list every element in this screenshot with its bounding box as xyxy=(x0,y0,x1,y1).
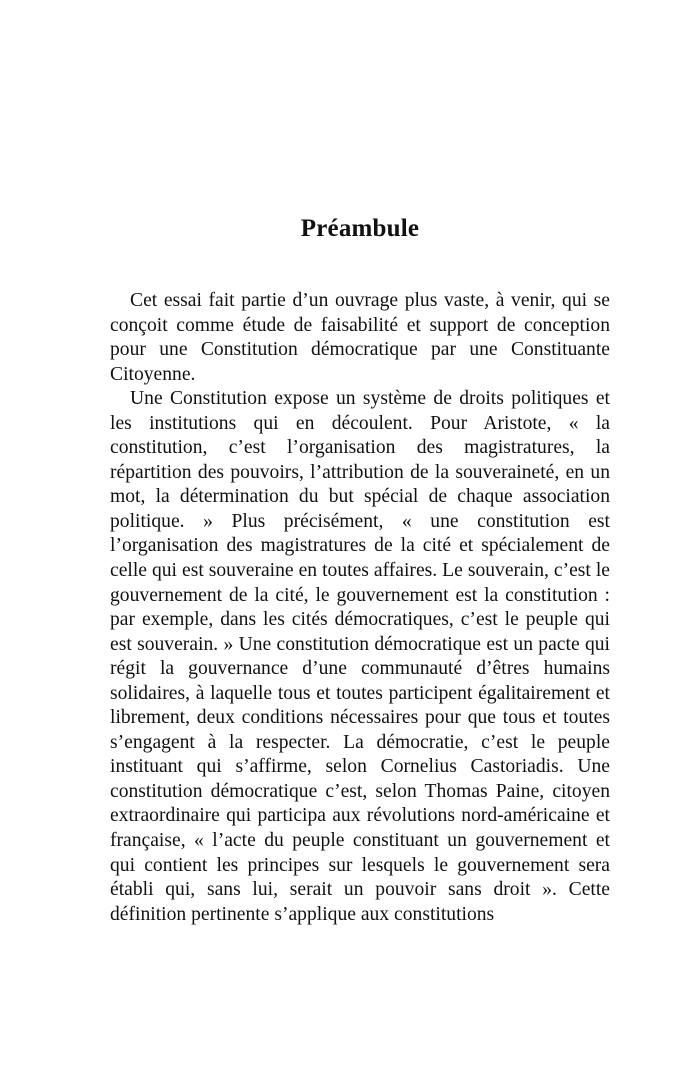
page-title: Préambule xyxy=(300,215,420,242)
body-text xyxy=(110,289,610,927)
paragraph-1: Cet essai fait partie d’un ouvrage plus vaste, à venir, qui se conçoit comme étude de faisabilité et support de conception pour une Constitution démocratique par une Constituante Citoyenne. xyxy=(110,290,610,385)
paragraph-2: Une Constitution expose un système de droits politiques et les institutions qui en découlent. Pour Aristote, « la constitution, c’est l’organisation des magistratures, la répartition des pouvoirs, l’attribution de la souveraineté, en un mot, la détermination du but spécial de chaque association politique. » Plus précisément, « une constitution est l’organisation des magistratures de la cité et spécialement de celle qui est souveraine en toutes affaires. Le souverain, c’est le gouvernement de la cité, le gouvernement est la constitution : par exemple, dans les cités démocratiques, c’est le peuple qui est souverain. » Une constitution démocratique est un pacte qui régit la gouvernance d’une communauté d’êtres humains solidaires, à laquelle tous et toutes participent égalitairement et librement, deux conditions nécessaires pour que tous et toutes s’engagent à la respecter. La démocratie, c’est le peuple instituant qui s’affirme, selon Cornelius Castoriadis. Une constitution démocratique c’est, selon Thomas Paine, citoyen extraordinaire qui participa aux révolutions nord-américaine et française, « l’acte du peuple constituant un gouvernement et qui contient les principes sur lesquels le gouvernement sera établi qui, sans lui, serait un pouvoir sans droit ». Cette définition pertinente s’applique aux constitutions xyxy=(110,388,610,925)
